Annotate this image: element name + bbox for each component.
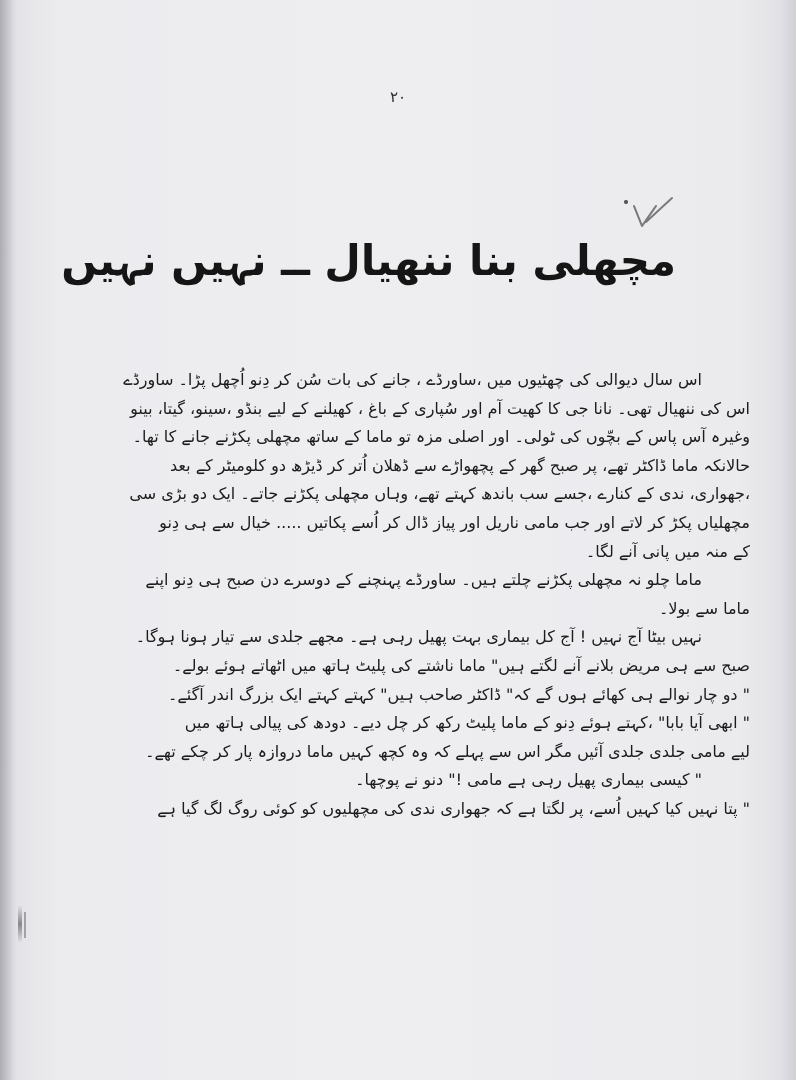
body-line: " کیسی بیماری پھیل رہی ہے مامی !" دنو نے پوچھا۔	[355, 770, 702, 790]
body-line: ،جھواری، ندی کے کنارے ،جسے سب باندھ کہتے تھے، وہاں مچھلی پکڑنے جاتے۔ ایک دو بڑی سی	[129, 484, 750, 504]
body-line: کے منہ میں پانی آنے لگا۔	[585, 541, 750, 561]
body-line: مچھلیاں پکڑ کر لاتے اور جب مامی ناریل اور پیاز ڈال کر اُسے پکاتیں ..... خیال سے ہی دِنو	[159, 512, 750, 532]
body-line: اس کی ننھیال تھی۔ نانا جی کا کھیت آم اور سُپاری کے باغ ، کھیلنے کے لیے بنڈو ،سینو، گیتا، بینو	[130, 398, 750, 418]
body-line: اس سال دیوالی کی چھٹیوں میں ،ساورڈے ، جانے کی بات سُن کر دِنو اُچھل پڑا۔ ساورڈے	[123, 370, 702, 389]
body-line: لیے مامی جلدی جلدی آئیں مگر اس سے پہلے کہ وہ کچھ کہیں ماما دروازہ پار کر چکے تھے۔	[145, 741, 750, 761]
body-line: " دو چار نوالے ہی کھائے ہوں گے کہ" ڈاکٹر صاحب ہیں" کہتے کہتے ایک بزرگ اندر آگئے۔	[168, 684, 750, 704]
margin-pencil-mark	[24, 912, 26, 938]
body-line: ماما سے بولا۔	[658, 598, 750, 618]
body-line: ماما چلو نہ مچھلی پکڑنے چلتے ہیں۔ ساورڈے پہنچنے کے دوسرے دن صبح ہی دِنو اپنے	[145, 570, 702, 590]
body-line: صبح سے ہی مریض بلانے آنے لگتے ہیں" ماما ناشتے کی پلیٹ ہاتھ میں اٹھاتے ہوئے بولے۔	[172, 655, 750, 675]
check-mark-icon	[628, 192, 678, 234]
body-text	[60, 366, 750, 824]
body-line: " پتا نہیں کیا کہیں اُسے، پر لگتا ہے کہ جھواری ندی کی مچھلیوں کو کوئی روگ لگ گیا ہے	[157, 798, 750, 818]
page-gutter-shadow	[0, 0, 14, 1080]
body-line: نہیں بیٹا آج نہیں ! آج کل بیماری بہت پھیل رہی ہے۔ مجھے جلدی سے تیار ہونا ہوگا۔	[135, 627, 702, 647]
page-number: ۲۰	[389, 88, 407, 106]
body-line: وغیرہ آس پاس کے بچّوں کی ٹولی۔ اور اصلی مزہ تو ماما کے ساتھ مچھلی پکڑنے جانے کا تھا۔	[132, 427, 750, 447]
body-line: حالانکہ ماما ڈاکٹر تھے، پر صبح گھر کے پچھواڑے سے ڈھلان اُتر کر ڈیڑھ دو کلومیٹر کے بعد	[170, 455, 750, 475]
body-line: " ابھی آیا بابا" ،کہتے ہوئے دِنو کے ماما پلیٹ رکھ کر چل دیے۔ دودھ کی پیالی ہاتھ میں	[184, 713, 750, 733]
chapter-title: مچھلی بنا ننھیال ــ نہیں نہیں	[61, 236, 676, 285]
margin-pencil-mark	[18, 905, 22, 943]
